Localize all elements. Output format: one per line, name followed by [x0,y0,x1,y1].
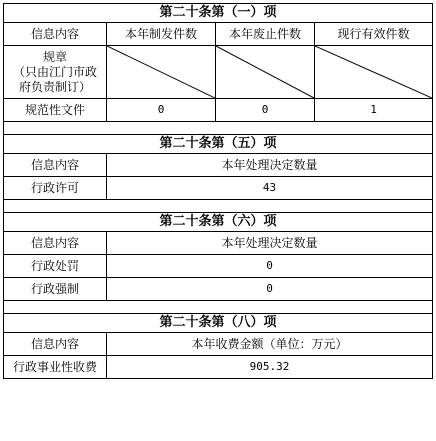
regulations-label-line3: 府负责制订） [18,79,91,94]
section-spacer [4,200,433,213]
row-label-normative-docs: 规范性文件 [4,99,107,122]
header-info-content: 信息内容 [4,232,107,255]
regulations-label-line1: 规章 [42,49,67,64]
header-info-content: 信息内容 [4,154,107,177]
row-label-admin-enforcement: 行政强制 [4,278,107,301]
header-valid-count: 现行有效件数 [315,23,433,46]
header-info-content: 信息内容 [4,333,107,356]
regulations-issued-cell [107,46,216,99]
diagonal-slash [107,46,215,98]
header-decision-count: 本年处理决定数量 [107,154,433,177]
regulations-abolished-cell [216,46,315,99]
section-spacer [4,301,433,314]
admin-enforcement-value: 0 [107,278,433,301]
row-label-regulations [4,46,107,99]
header-abolished-count: 本年废止件数 [216,23,315,46]
diagonal-slash [315,46,432,98]
row-label-admin-license: 行政许可 [4,177,107,200]
regulations-label-line2: （只由江门市政 [12,64,97,79]
disclosure-table-container [3,3,432,379]
admin-license-value: 43 [107,177,433,200]
header-issued-count: 本年制发件数 [107,23,216,46]
header-fee-amount: 本年收费金额（单位：万元） [107,333,433,356]
header-decision-count: 本年处理决定数量 [107,232,433,255]
row-label-admin-penalty: 行政处罚 [4,255,107,278]
normative-abolished-value: 0 [216,99,315,122]
admin-penalty-value: 0 [107,255,433,278]
section-title-20-8: 第二十条第（八）项 [4,314,433,333]
section-title-20-6: 第二十条第（六）项 [4,213,433,232]
section-spacer [4,122,433,135]
section-title-20-1: 第二十条第（一）项 [4,4,433,23]
diagonal-slash [216,46,314,98]
normative-valid-value: 1 [315,99,433,122]
header-info-content: 信息内容 [4,23,107,46]
row-label-admin-fees: 行政事业性收费 [4,356,107,379]
regulations-valid-cell [315,46,433,99]
section-title-20-5: 第二十条第（五）项 [4,135,433,154]
admin-fees-value: 905.32 [107,356,433,379]
disclosure-table [3,3,433,379]
normative-issued-value: 0 [107,99,216,122]
